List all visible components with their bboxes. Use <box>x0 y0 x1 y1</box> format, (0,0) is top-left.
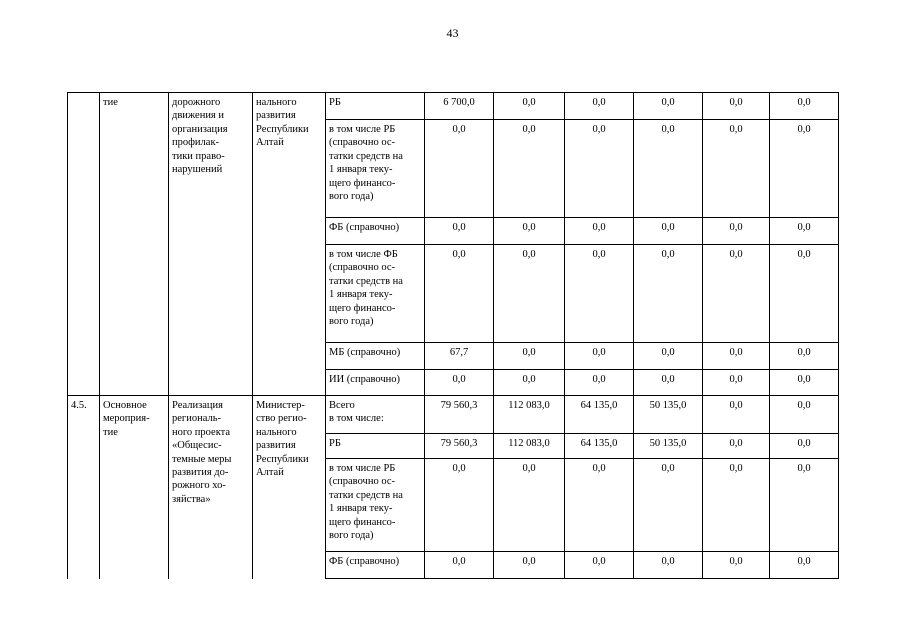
amount-cell <box>634 93 703 120</box>
amount-cell <box>425 552 494 579</box>
amount-cell-text: 0,0 <box>729 438 743 449</box>
funding-source-cell <box>326 245 425 343</box>
amount-cell-text: 112 083,0 <box>508 438 550 449</box>
amount-cell <box>634 245 703 343</box>
amount-cell-text: 0,0 <box>522 222 536 233</box>
financing-table <box>67 92 839 579</box>
amount-cell-text: 0,0 <box>522 374 536 385</box>
amount-cell <box>565 245 634 343</box>
amount-cell <box>634 396 703 434</box>
amount-cell <box>425 245 494 343</box>
amount-cell <box>634 434 703 459</box>
amount-cell <box>494 120 565 218</box>
amount-cell-text: 0,0 <box>661 347 675 358</box>
amount-cell <box>494 245 565 343</box>
amount-cell <box>770 343 839 370</box>
amount-cell <box>565 218 634 245</box>
amount-cell <box>703 120 770 218</box>
amount-cell-text: 0,0 <box>592 249 606 260</box>
amount-cell <box>634 370 703 396</box>
amount-cell-text: 0,0 <box>452 222 466 233</box>
amount-cell-text: 79 560,3 <box>440 438 478 449</box>
amount-cell <box>425 396 494 434</box>
amount-cell <box>634 218 703 245</box>
amount-cell <box>494 93 565 120</box>
amount-cell-text: 0,0 <box>797 222 811 233</box>
amount-cell <box>494 343 565 370</box>
amount-cell <box>565 370 634 396</box>
amount-cell <box>703 434 770 459</box>
amount-cell <box>425 434 494 459</box>
amount-cell-text: 0,0 <box>661 556 675 567</box>
amount-cell <box>494 396 565 434</box>
amount-cell <box>494 552 565 579</box>
funding-source-cell <box>326 370 425 396</box>
page-number: 43 <box>446 26 459 40</box>
amount-cell-text: 0,0 <box>452 249 466 260</box>
amount-cell-text: 0,0 <box>729 556 743 567</box>
amount-cell <box>634 552 703 579</box>
amount-cell-text: 64 135,0 <box>580 400 618 411</box>
activity-type-cell-text: тие <box>103 97 118 108</box>
amount-cell <box>770 218 839 245</box>
amount-cell-text: 0,0 <box>729 374 743 385</box>
amount-cell-text: 0,0 <box>797 124 811 135</box>
funding-source-cell-text: РБ <box>329 438 341 449</box>
funding-source-cell <box>326 434 425 459</box>
amount-cell <box>565 120 634 218</box>
funding-source-cell <box>326 396 425 434</box>
amount-cell <box>494 218 565 245</box>
amount-cell-text: 0,0 <box>452 124 466 135</box>
amount-cell-text: 50 135,0 <box>649 438 687 449</box>
amount-cell-text: 0,0 <box>592 97 606 108</box>
funding-source-cell <box>326 552 425 579</box>
amount-cell-text: 67,7 <box>449 347 469 358</box>
amount-cell-text: 0,0 <box>592 463 606 474</box>
amount-cell <box>565 434 634 459</box>
amount-cell-text: 0,0 <box>522 249 536 260</box>
amount-cell-text: 0,0 <box>592 124 606 135</box>
amount-cell-text: 0,0 <box>797 374 811 385</box>
amount-cell-text: 0,0 <box>729 400 743 411</box>
executor-cell <box>253 396 326 579</box>
amount-cell-text: 112 083,0 <box>508 400 550 411</box>
amount-cell <box>565 459 634 552</box>
amount-cell <box>703 459 770 552</box>
amount-cell <box>703 218 770 245</box>
amount-cell-text: 0,0 <box>797 347 811 358</box>
amount-cell <box>565 396 634 434</box>
table-row <box>68 93 839 120</box>
amount-cell-text: 0,0 <box>797 463 811 474</box>
amount-cell-text: 0,0 <box>797 97 811 108</box>
executor-cell <box>253 93 326 396</box>
amount-cell-text: 0,0 <box>661 222 675 233</box>
row-number-cell <box>68 93 100 396</box>
funding-source-cell <box>326 218 425 245</box>
activity-name-cell <box>169 396 253 579</box>
amount-cell-text: 0,0 <box>522 124 536 135</box>
row-number-cell-text: 4.5. <box>71 400 87 411</box>
amount-cell <box>494 434 565 459</box>
amount-cell-text: 0,0 <box>797 556 811 567</box>
amount-cell-text: 79 560,3 <box>440 400 478 411</box>
amount-cell-text: 0,0 <box>522 463 536 474</box>
activity-type-cell <box>100 396 169 579</box>
amount-cell-text: 0,0 <box>452 556 466 567</box>
activity-name-cell <box>169 93 253 396</box>
amount-cell <box>494 370 565 396</box>
amount-cell <box>425 343 494 370</box>
amount-cell-text: 0,0 <box>729 249 743 260</box>
funding-source-cell-text: ФБ (справочно) <box>329 556 400 567</box>
amount-cell-text: 0,0 <box>661 124 675 135</box>
amount-cell-text: 0,0 <box>452 463 466 474</box>
amount-cell <box>703 396 770 434</box>
amount-cell <box>703 552 770 579</box>
amount-cell-text: 0,0 <box>729 347 743 358</box>
executor-cell-text: нального развития Республики Алтай <box>256 97 309 149</box>
activity-name-cell-text: дорожного движения и организация профилак- тики право- нарушений <box>172 97 228 176</box>
activity-type-cell-text: Основное мероприя- тие <box>103 400 150 438</box>
amount-cell <box>494 459 565 552</box>
amount-cell-text: 0,0 <box>661 249 675 260</box>
amount-cell <box>703 93 770 120</box>
amount-cell <box>565 343 634 370</box>
amount-cell <box>425 459 494 552</box>
amount-cell-text: 0,0 <box>729 124 743 135</box>
table-row <box>68 396 839 434</box>
funding-source-cell-text: ФБ (справочно) <box>329 222 400 233</box>
funding-source-cell-text: ИИ (справочно) <box>329 374 400 385</box>
amount-cell-text: 0,0 <box>592 347 606 358</box>
amount-cell-text: 0,0 <box>522 97 536 108</box>
table-body <box>68 93 839 579</box>
activity-name-cell-text: Реализация региональ- ного проекта «Общесис- темные меры развития до- рожного хо- зяйства» <box>172 400 232 505</box>
amount-cell <box>634 459 703 552</box>
amount-cell-text: 0,0 <box>661 374 675 385</box>
amount-cell-text: 0,0 <box>797 400 811 411</box>
amount-cell-text: 0,0 <box>592 556 606 567</box>
funding-source-cell-text: Всего в том числе: <box>329 400 384 425</box>
funding-source-cell <box>326 120 425 218</box>
amount-cell-text: 0,0 <box>522 556 536 567</box>
amount-cell <box>634 120 703 218</box>
funding-source-cell-text: в том числе РБ (справочно ос- татки средств на 1 января теку- щего финансо- вого года) <box>329 463 403 542</box>
amount-cell-text: 0,0 <box>797 438 811 449</box>
amount-cell <box>770 245 839 343</box>
amount-cell <box>565 552 634 579</box>
amount-cell <box>425 218 494 245</box>
amount-cell <box>425 120 494 218</box>
amount-cell <box>770 434 839 459</box>
amount-cell-text: 0,0 <box>797 249 811 260</box>
amount-cell-text: 0,0 <box>522 347 536 358</box>
amount-cell <box>425 370 494 396</box>
row-number-cell <box>68 396 100 579</box>
executor-cell-text: Министер- ство регио- нального развития Республики Алтай <box>256 400 309 479</box>
amount-cell-text: 64 135,0 <box>580 438 618 449</box>
activity-type-cell <box>100 93 169 396</box>
amount-cell <box>565 93 634 120</box>
amount-cell <box>770 459 839 552</box>
funding-source-cell <box>326 343 425 370</box>
funding-source-cell <box>326 459 425 552</box>
amount-cell-text: 0,0 <box>729 97 743 108</box>
amount-cell-text: 0,0 <box>661 463 675 474</box>
amount-cell <box>703 370 770 396</box>
amount-cell-text: 50 135,0 <box>649 400 687 411</box>
amount-cell <box>770 93 839 120</box>
amount-cell <box>770 120 839 218</box>
amount-cell <box>425 93 494 120</box>
amount-cell <box>770 552 839 579</box>
amount-cell-text: 0,0 <box>729 463 743 474</box>
funding-source-cell-text: в том числе ФБ (справочно ос- татки средств на 1 января теку- щего финансо- вого года) <box>329 249 403 328</box>
amount-cell-text: 0,0 <box>661 97 675 108</box>
funding-source-cell-text: РБ <box>329 97 341 108</box>
funding-source-cell-text: в том числе РБ (справочно ос- татки средств на 1 января теку- щего финансо- вого года) <box>329 124 403 203</box>
amount-cell-text: 0,0 <box>729 222 743 233</box>
amount-cell <box>770 370 839 396</box>
funding-source-cell <box>326 93 425 120</box>
amount-cell <box>703 343 770 370</box>
amount-cell <box>634 343 703 370</box>
amount-cell-text: 0,0 <box>452 374 466 385</box>
funding-source-cell-text: МБ (справочно) <box>329 347 401 358</box>
amount-cell-text: 6 700,0 <box>443 97 475 108</box>
amount-cell-text: 0,0 <box>592 374 606 385</box>
amount-cell <box>770 396 839 434</box>
amount-cell-text: 0,0 <box>592 222 606 233</box>
amount-cell <box>703 245 770 343</box>
